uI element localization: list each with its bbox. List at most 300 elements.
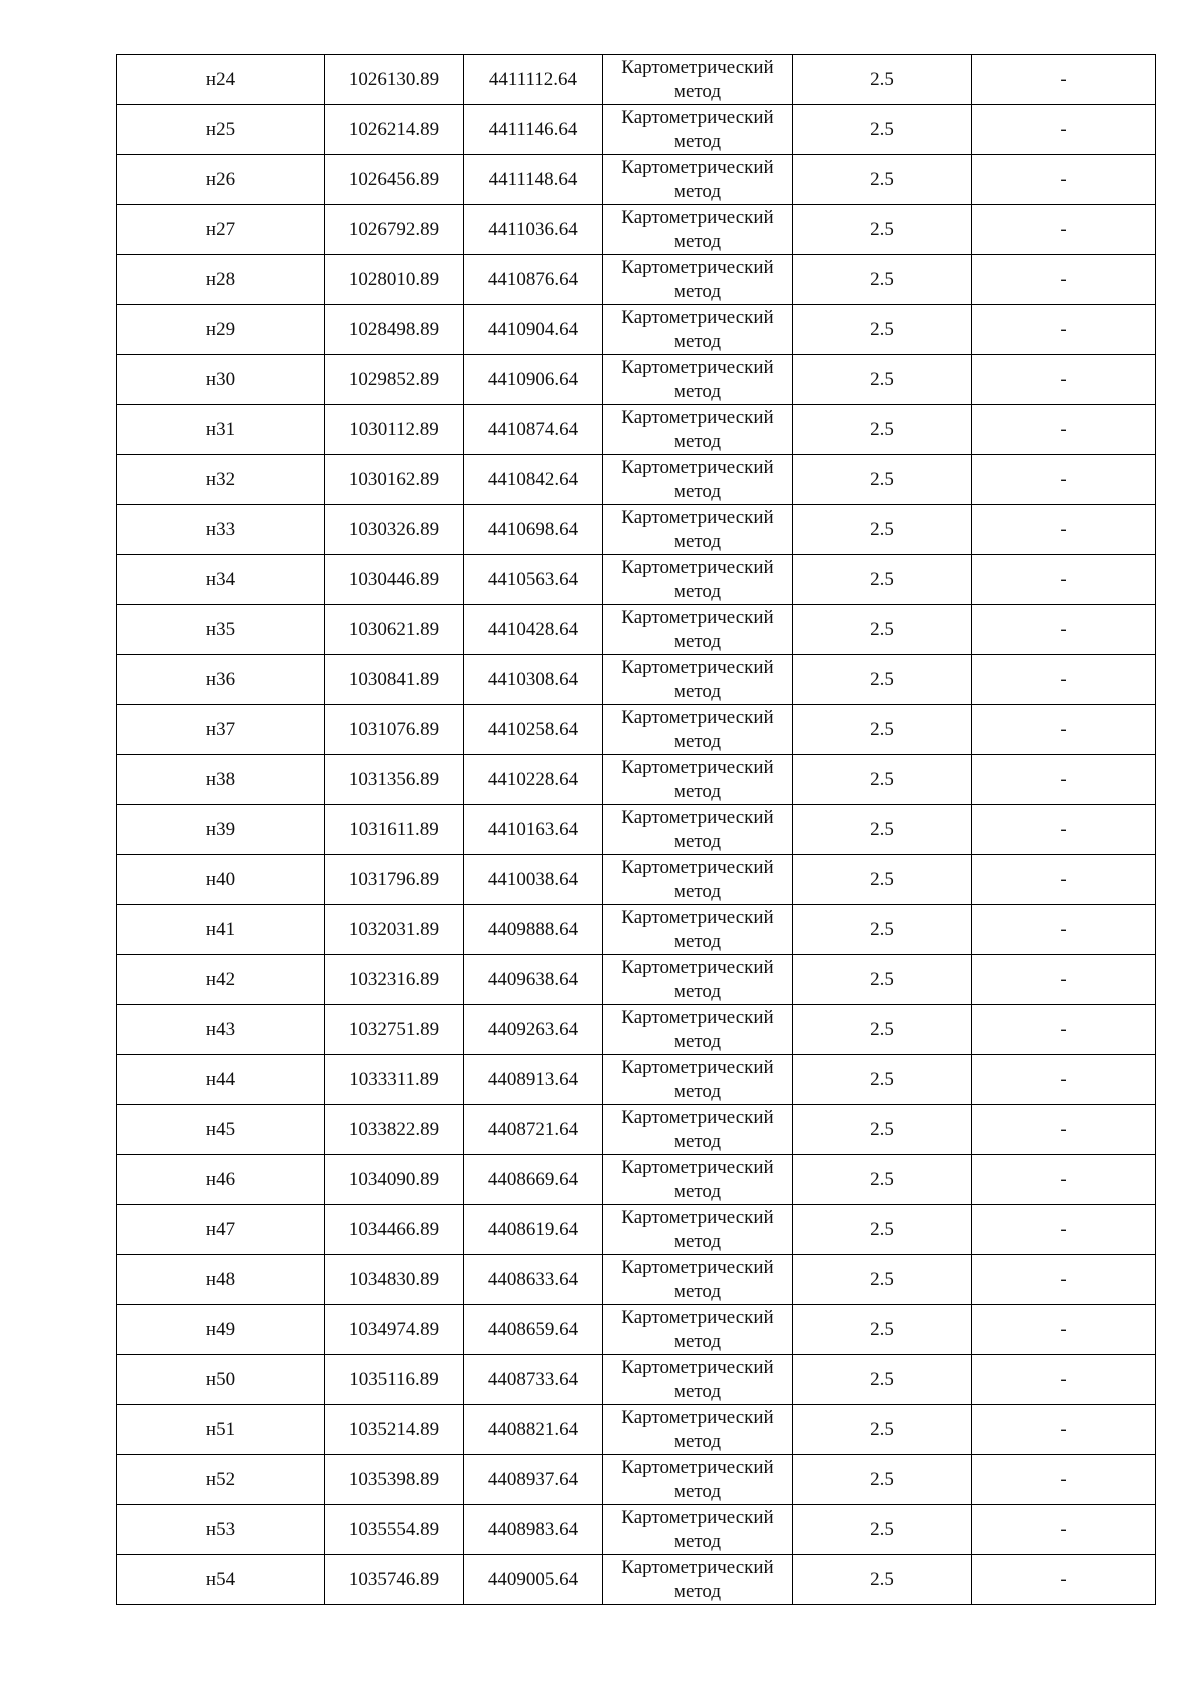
x-coordinate-text: 1034830.89 [348, 1268, 440, 1290]
accuracy-cell [793, 255, 972, 305]
table-row [117, 1255, 1156, 1305]
point-name-text: н53 [205, 1518, 236, 1540]
point-name-cell [117, 855, 325, 905]
description-cell [972, 1455, 1156, 1505]
method-cell [603, 1455, 793, 1505]
y-coordinate-text: 4409638.64 [487, 968, 579, 990]
method-text: Картометрический метод [621, 1007, 774, 1052]
y-coordinate-text: 4410563.64 [487, 568, 579, 590]
y-coordinate-text: 4411036.64 [488, 218, 578, 240]
description-cell [972, 455, 1156, 505]
description-text: - [1060, 168, 1067, 190]
point-name-text: н26 [205, 168, 236, 190]
y-coordinate-cell [464, 805, 603, 855]
accuracy-cell [793, 1355, 972, 1405]
description-text: - [1060, 68, 1067, 90]
accuracy-text: 2.5 [870, 968, 894, 990]
point-name-text: н28 [205, 268, 236, 290]
table-row [117, 1305, 1156, 1355]
table-row [117, 1555, 1156, 1605]
x-coordinate-text: 1033311.89 [349, 1068, 439, 1090]
description-cell [972, 1505, 1156, 1555]
y-coordinate-text: 4408633.64 [487, 1268, 579, 1290]
x-coordinate-cell [325, 1155, 464, 1205]
table-row [117, 1005, 1156, 1055]
description-cell [972, 205, 1156, 255]
point-name-cell [117, 205, 325, 255]
y-coordinate-text: 4410876.64 [487, 268, 579, 290]
method-text: Картометрический метод [621, 957, 774, 1002]
description-cell [972, 1355, 1156, 1405]
method-text: Картометрический метод [621, 1557, 774, 1602]
point-name-cell [117, 1255, 325, 1305]
point-name-cell [117, 1105, 325, 1155]
accuracy-text: 2.5 [870, 668, 894, 690]
method-text: Картометрический метод [621, 107, 774, 152]
y-coordinate-text: 4408721.64 [487, 1118, 579, 1140]
method-text: Картометрический метод [621, 607, 774, 652]
point-name-cell [117, 1305, 325, 1355]
point-name-text: н54 [205, 1568, 236, 1590]
method-cell [603, 155, 793, 205]
table-row [117, 405, 1156, 455]
accuracy-text: 2.5 [870, 768, 894, 790]
method-text: Картометрический метод [621, 207, 774, 252]
accuracy-cell [793, 205, 972, 255]
point-name-cell [117, 1555, 325, 1605]
method-cell [603, 605, 793, 655]
y-coordinate-text: 4410906.64 [487, 368, 579, 390]
method-text: Картометрический метод [621, 807, 774, 852]
point-name-text: н34 [205, 568, 236, 590]
description-cell [972, 1405, 1156, 1455]
y-coordinate-cell [464, 1255, 603, 1305]
description-text: - [1060, 418, 1067, 440]
accuracy-text: 2.5 [870, 568, 894, 590]
y-coordinate-cell [464, 1055, 603, 1105]
point-name-text: н27 [205, 218, 236, 240]
description-cell [972, 405, 1156, 455]
point-name-cell [117, 1155, 325, 1205]
description-text: - [1060, 268, 1067, 290]
x-coordinate-text: 1031796.89 [348, 868, 440, 890]
point-name-cell [117, 505, 325, 555]
method-text: Картометрический метод [621, 857, 774, 902]
accuracy-text: 2.5 [870, 1268, 894, 1290]
y-coordinate-text: 4410698.64 [487, 518, 579, 540]
point-name-cell [117, 1205, 325, 1255]
x-coordinate-cell [325, 255, 464, 305]
description-cell [972, 1055, 1156, 1105]
method-text: Картометрический метод [621, 657, 774, 702]
table-row [117, 505, 1156, 555]
table-row [117, 155, 1156, 205]
x-coordinate-text: 1035746.89 [348, 1568, 440, 1590]
table-row [117, 1455, 1156, 1505]
accuracy-cell [793, 905, 972, 955]
point-name-cell [117, 305, 325, 355]
accuracy-cell [793, 505, 972, 555]
coordinates-table [116, 54, 1156, 1605]
y-coordinate-cell [464, 205, 603, 255]
description-cell [972, 805, 1156, 855]
description-cell [972, 305, 1156, 355]
point-name-text: н50 [205, 1368, 236, 1390]
description-cell [972, 155, 1156, 205]
table-row [117, 955, 1156, 1005]
x-coordinate-cell [325, 205, 464, 255]
point-name-cell [117, 1355, 325, 1405]
description-cell [972, 1105, 1156, 1155]
y-coordinate-text: 4410038.64 [487, 868, 579, 890]
table-row [117, 1205, 1156, 1255]
y-coordinate-cell [464, 1455, 603, 1505]
x-coordinate-cell [325, 305, 464, 355]
method-cell [603, 905, 793, 955]
x-coordinate-cell [325, 655, 464, 705]
x-coordinate-text: 1030112.89 [349, 418, 439, 440]
accuracy-text: 2.5 [870, 1418, 894, 1440]
point-name-text: н49 [205, 1318, 236, 1340]
table-row [117, 455, 1156, 505]
y-coordinate-cell [464, 1505, 603, 1555]
accuracy-cell [793, 1205, 972, 1255]
point-name-text: н41 [205, 918, 236, 940]
accuracy-text: 2.5 [870, 518, 894, 540]
y-coordinate-cell [464, 355, 603, 405]
x-coordinate-cell [325, 1105, 464, 1155]
description-text: - [1060, 1468, 1067, 1490]
table-row [117, 805, 1156, 855]
table-row [117, 255, 1156, 305]
table-row [117, 855, 1156, 905]
accuracy-cell [793, 1155, 972, 1205]
description-text: - [1060, 768, 1067, 790]
point-name-text: н30 [205, 368, 236, 390]
method-cell [603, 1105, 793, 1155]
accuracy-text: 2.5 [870, 1318, 894, 1340]
point-name-cell [117, 755, 325, 805]
accuracy-cell [793, 655, 972, 705]
description-cell [972, 1255, 1156, 1305]
accuracy-text: 2.5 [870, 1168, 894, 1190]
x-coordinate-cell [325, 1255, 464, 1305]
accuracy-text: 2.5 [870, 1118, 894, 1140]
accuracy-text: 2.5 [870, 868, 894, 890]
table-row [117, 905, 1156, 955]
x-coordinate-cell [325, 1305, 464, 1355]
description-cell [972, 105, 1156, 155]
x-coordinate-text: 1034466.89 [348, 1218, 440, 1240]
x-coordinate-text: 1029852.89 [348, 368, 440, 390]
method-text: Картометрический метод [621, 307, 774, 352]
description-text: - [1060, 218, 1067, 240]
description-text: - [1060, 1218, 1067, 1240]
x-coordinate-text: 1032751.89 [348, 1018, 440, 1040]
point-name-text: н45 [205, 1118, 236, 1140]
point-name-text: н25 [205, 118, 236, 140]
method-text: Картометрический метод [621, 457, 774, 502]
description-cell [972, 55, 1156, 105]
description-text: - [1060, 1018, 1067, 1040]
coordinates-table-body [117, 55, 1156, 1605]
x-coordinate-cell [325, 455, 464, 505]
description-text: - [1060, 1518, 1067, 1540]
y-coordinate-cell [464, 1005, 603, 1055]
y-coordinate-text: 4408937.64 [487, 1468, 579, 1490]
accuracy-cell [793, 1305, 972, 1355]
method-text: Картометрический метод [621, 407, 774, 452]
description-text: - [1060, 618, 1067, 640]
x-coordinate-cell [325, 1355, 464, 1405]
description-text: - [1060, 1418, 1067, 1440]
y-coordinate-text: 4411146.64 [488, 118, 578, 140]
x-coordinate-text: 1035116.89 [349, 1368, 439, 1390]
description-text: - [1060, 518, 1067, 540]
y-coordinate-text: 4411112.64 [488, 68, 578, 90]
method-text: Картометрический метод [621, 1357, 774, 1402]
description-cell [972, 855, 1156, 905]
accuracy-cell [793, 1105, 972, 1155]
accuracy-cell [793, 705, 972, 755]
y-coordinate-cell [464, 1305, 603, 1355]
x-coordinate-cell [325, 1505, 464, 1555]
y-coordinate-text: 4410874.64 [487, 418, 579, 440]
method-text: Картометрический метод [621, 1457, 774, 1502]
method-text: Картометрический метод [621, 507, 774, 552]
x-coordinate-cell [325, 855, 464, 905]
point-name-cell [117, 805, 325, 855]
description-cell [972, 505, 1156, 555]
y-coordinate-cell [464, 705, 603, 755]
description-text: - [1060, 118, 1067, 140]
y-coordinate-cell [464, 505, 603, 555]
table-row [117, 1105, 1156, 1155]
method-cell [603, 55, 793, 105]
point-name-cell [117, 355, 325, 405]
accuracy-text: 2.5 [870, 218, 894, 240]
point-name-text: н44 [205, 1068, 236, 1090]
y-coordinate-cell [464, 1355, 603, 1405]
point-name-text: н40 [205, 868, 236, 890]
method-cell [603, 755, 793, 805]
table-row [117, 105, 1156, 155]
point-name-text: н52 [205, 1468, 236, 1490]
y-coordinate-text: 4410904.64 [487, 318, 579, 340]
point-name-cell [117, 605, 325, 655]
method-text: Картометрический метод [621, 557, 774, 602]
accuracy-text: 2.5 [870, 368, 894, 390]
y-coordinate-cell [464, 405, 603, 455]
y-coordinate-text: 4408983.64 [487, 1518, 579, 1540]
y-coordinate-cell [464, 155, 603, 205]
point-name-text: н36 [205, 668, 236, 690]
x-coordinate-text: 1030621.89 [348, 618, 440, 640]
description-text: - [1060, 1568, 1067, 1590]
point-name-text: н32 [205, 468, 236, 490]
accuracy-cell [793, 555, 972, 605]
accuracy-cell [793, 605, 972, 655]
x-coordinate-text: 1030162.89 [348, 468, 440, 490]
point-name-cell [117, 955, 325, 1005]
table-row [117, 1505, 1156, 1555]
method-cell [603, 1005, 793, 1055]
x-coordinate-text: 1031076.89 [348, 718, 440, 740]
accuracy-text: 2.5 [870, 418, 894, 440]
x-coordinate-text: 1035214.89 [348, 1418, 440, 1440]
accuracy-text: 2.5 [870, 618, 894, 640]
accuracy-text: 2.5 [870, 318, 894, 340]
point-name-text: н29 [205, 318, 236, 340]
y-coordinate-cell [464, 855, 603, 905]
method-cell [603, 455, 793, 505]
method-text: Картометрический метод [621, 1207, 774, 1252]
description-text: - [1060, 918, 1067, 940]
x-coordinate-cell [325, 55, 464, 105]
x-coordinate-text: 1026456.89 [348, 168, 440, 190]
point-name-cell [117, 705, 325, 755]
point-name-text: н39 [205, 818, 236, 840]
accuracy-cell [793, 305, 972, 355]
method-cell [603, 705, 793, 755]
point-name-cell [117, 655, 325, 705]
accuracy-cell [793, 1055, 972, 1105]
description-text: - [1060, 718, 1067, 740]
point-name-text: н33 [205, 518, 236, 540]
y-coordinate-cell [464, 955, 603, 1005]
accuracy-cell [793, 1255, 972, 1305]
accuracy-text: 2.5 [870, 818, 894, 840]
x-coordinate-text: 1032316.89 [348, 968, 440, 990]
y-coordinate-text: 4410308.64 [487, 668, 579, 690]
y-coordinate-cell [464, 1555, 603, 1605]
x-coordinate-text: 1031356.89 [348, 768, 440, 790]
x-coordinate-cell [325, 755, 464, 805]
description-text: - [1060, 968, 1067, 990]
x-coordinate-cell [325, 505, 464, 555]
point-name-cell [117, 555, 325, 605]
description-cell [972, 1155, 1156, 1205]
accuracy-cell [793, 55, 972, 105]
x-coordinate-cell [325, 705, 464, 755]
point-name-cell [117, 55, 325, 105]
x-coordinate-text: 1026214.89 [348, 118, 440, 140]
x-coordinate-text: 1034090.89 [348, 1168, 440, 1190]
x-coordinate-text: 1026792.89 [348, 218, 440, 240]
accuracy-cell [793, 1555, 972, 1605]
method-text: Картометрический метод [621, 357, 774, 402]
y-coordinate-cell [464, 755, 603, 805]
method-cell [603, 1255, 793, 1305]
description-cell [972, 605, 1156, 655]
accuracy-text: 2.5 [870, 168, 894, 190]
accuracy-cell [793, 155, 972, 205]
y-coordinate-text: 4408619.64 [487, 1218, 579, 1240]
point-name-cell [117, 105, 325, 155]
y-coordinate-cell [464, 455, 603, 505]
accuracy-cell [793, 955, 972, 1005]
x-coordinate-text: 1035398.89 [348, 1468, 440, 1490]
accuracy-cell [793, 855, 972, 905]
method-cell [603, 1355, 793, 1405]
description-text: - [1060, 1318, 1067, 1340]
y-coordinate-text: 4408659.64 [487, 1318, 579, 1340]
table-row [117, 55, 1156, 105]
accuracy-text: 2.5 [870, 1018, 894, 1040]
x-coordinate-cell [325, 405, 464, 455]
accuracy-text: 2.5 [870, 68, 894, 90]
accuracy-cell [793, 455, 972, 505]
y-coordinate-text: 4410428.64 [487, 618, 579, 640]
description-text: - [1060, 1068, 1067, 1090]
point-name-cell [117, 255, 325, 305]
method-cell [603, 1555, 793, 1605]
accuracy-cell [793, 1455, 972, 1505]
x-coordinate-cell [325, 1555, 464, 1605]
x-coordinate-cell [325, 1055, 464, 1105]
accuracy-text: 2.5 [870, 118, 894, 140]
x-coordinate-cell [325, 955, 464, 1005]
point-name-cell [117, 1455, 325, 1505]
description-cell [972, 755, 1156, 805]
x-coordinate-cell [325, 155, 464, 205]
description-text: - [1060, 1368, 1067, 1390]
table-row [117, 1405, 1156, 1455]
table-row [117, 755, 1156, 805]
method-cell [603, 655, 793, 705]
accuracy-cell [793, 355, 972, 405]
point-name-cell [117, 1505, 325, 1555]
point-name-text: н48 [205, 1268, 236, 1290]
method-text: Картометрический метод [621, 57, 774, 102]
accuracy-text: 2.5 [870, 1218, 894, 1240]
x-coordinate-cell [325, 1205, 464, 1255]
accuracy-cell [793, 805, 972, 855]
method-cell [603, 1505, 793, 1555]
point-name-cell [117, 1405, 325, 1455]
description-text: - [1060, 868, 1067, 890]
point-name-text: н42 [205, 968, 236, 990]
x-coordinate-text: 1030446.89 [348, 568, 440, 590]
y-coordinate-cell [464, 905, 603, 955]
table-row [117, 605, 1156, 655]
table-row [117, 205, 1156, 255]
accuracy-cell [793, 1505, 972, 1555]
y-coordinate-text: 4408821.64 [487, 1418, 579, 1440]
y-coordinate-cell [464, 1405, 603, 1455]
point-name-cell [117, 905, 325, 955]
method-text: Картометрический метод [621, 1507, 774, 1552]
method-text: Картометрический метод [621, 1407, 774, 1452]
x-coordinate-text: 1032031.89 [348, 918, 440, 940]
table-row [117, 705, 1156, 755]
y-coordinate-text: 4408913.64 [487, 1068, 579, 1090]
accuracy-text: 2.5 [870, 918, 894, 940]
table-row [117, 1155, 1156, 1205]
y-coordinate-cell [464, 605, 603, 655]
table-row [117, 1355, 1156, 1405]
method-cell [603, 1055, 793, 1105]
table-row [117, 355, 1156, 405]
x-coordinate-cell [325, 1455, 464, 1505]
point-name-text: н31 [205, 418, 236, 440]
accuracy-text: 2.5 [870, 1568, 894, 1590]
table-row [117, 555, 1156, 605]
y-coordinate-cell [464, 1155, 603, 1205]
accuracy-text: 2.5 [870, 1468, 894, 1490]
method-cell [603, 1405, 793, 1455]
accuracy-text: 2.5 [870, 1368, 894, 1390]
